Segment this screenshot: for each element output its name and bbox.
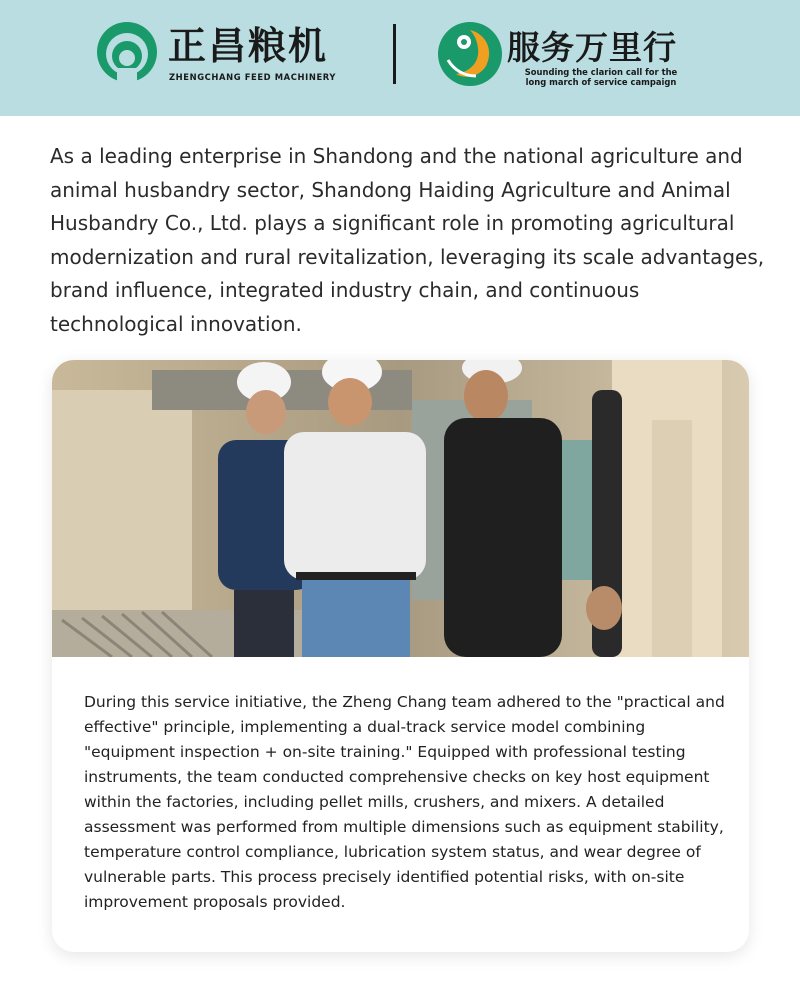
header-banner [0, 0, 800, 116]
brand-name-english: ZHENGCHANG FEED MACHINERY [169, 72, 337, 82]
campaign-title-chinese: 服务万里行 [507, 28, 677, 67]
intro-paragraph: As a leading enterprise in Shandong and the national agriculture and animal husbandry sector, Shandong Haiding Agriculture and Animal Husbandry Co., Ltd. plays a significant role in promoting agricultural modernization and rural revitalization, leveraging its scale advantages, brand influence, integrated industry chain, and continuous technological innovation. [50, 144, 765, 336]
zhengchang-logo-icon [95, 20, 159, 84]
factory-inspection-photo [52, 360, 749, 657]
service-campaign-logo-icon [436, 20, 504, 88]
card-body-text: During this service initiative, the Zheng Chang team adhered to the "practical and effective" principle, implementing a dual-track service model combining "equipment inspection + on-site training." Equipped with professional testing instruments, the team conducted comprehensive checks on key host equipment within the factories, including pellet mills, crushers, and mixers. A detailed assessment was performed from multiple dimensions such as equipment stability, temperature control compliance, lubrication system status, and wear degree of vulnerable parts. This process precisely identified potential risks, with on-site improvement proposals provided. [84, 693, 725, 911]
header-divider [393, 24, 396, 84]
content-card [52, 360, 749, 952]
brand-name-chinese: 正昌粮机 [168, 24, 329, 68]
campaign-subtitle-english: Sounding the clarion call for the long march of service campaign [524, 67, 678, 87]
